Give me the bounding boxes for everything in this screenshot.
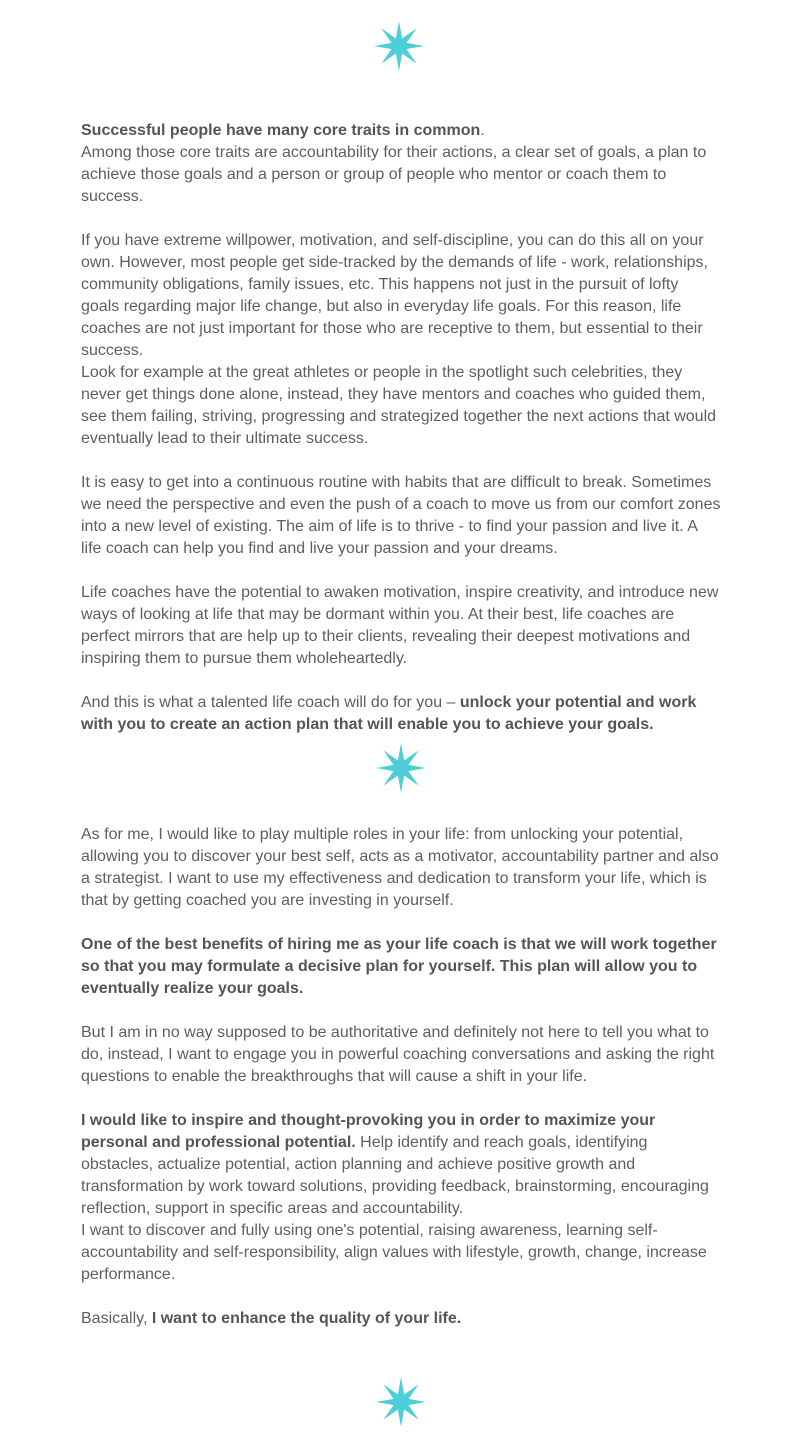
talented-coach-paragraph: And this is what a talented life coach will do for you – unlock your potential and work with you to create an action plan that will enable you to achieve your goals.	[81, 694, 697, 733]
benefits-paragraph: One of the best benefits of hiring me as your life coach is that we will work together so that you may formulate a decisive plan for yourself. This plan will allow you to eventually realize your goals.	[81, 936, 717, 997]
intro-headline: Successful people have many core traits in common	[81, 122, 481, 139]
section-intro	[81, 120, 721, 736]
star-icon	[375, 742, 427, 794]
potential-paragraph: Life coaches have the potential to awaken motivation, inspire creativity, and introduce new ways of looking at life that may be dormant within you. At their best, life coaches are perfect mirrors that are help up to their clients, revealing their deepest motivations and inspiring them to pursue them wholeheartedly.	[81, 584, 719, 667]
intro-paragraph: Successful people have many core traits in common. Among those core traits are accountability for their actions, a clear set of goals, a plan to achieve those goals and a person or group of people who mentor or coach them to success.	[81, 122, 707, 205]
willpower-paragraph: If you have extreme willpower, motivation, and self-discipline, you can do this all on your own. However, most people get side-tracked by the demands of life - work, relationships, community obligations, family issues, etc. This happens not just in the pursuit of lofty goals regarding major life change, but also in everyday life goals. For this reason, life coaches are not just important for those who are receptive to them, but essential to their success. Look for example at the great athletes or people in the spotlight such celebrities, they never get things done alone, instead, they have mentors and coaches who guided them, see them failing, striving, progressing and strategized together the next actions that would eventually lead to their ultimate success.	[81, 232, 717, 447]
authority-paragraph: But I am in no way supposed to be authoritative and definitely not here to tell you what to do, instead, I want to engage you in powerful coaching conversations and asking the right questions to enable the breakthroughs that will cause a shift in your life.	[81, 1024, 715, 1085]
inspire-paragraph: I would like to inspire and thought-provoking you in order to maximize your personal and professional potential. Help identify and reach goals, identifying obstacles, actualize potential, action planning and achieve positive growth and transformation by work toward solutions, providing feedback, brainstorming, encouraging reflection, support in specific areas and accountability. I want to discover and fully using one's potential, raising awareness, learning self-accountability and self-responsibility, align values with lifestyle, growth, change, increase performance.	[81, 1112, 709, 1283]
roles-paragraph: As for me, I would like to play multiple roles in your life: from unlocking your potential, allowing you to discover your best self, acts as a motivator, accountability partner and also a strategist. I want to use my effectiveness and dedication to transform your life, which is that by getting coached you are investing in yourself.	[81, 826, 719, 909]
star-icon	[373, 20, 425, 72]
closing-paragraph: Basically, I want to enhance the quality of your life.	[81, 1310, 462, 1327]
routine-paragraph: It is easy to get into a continuous routine with habits that are difficult to break. Sometimes we need the perspective and even the push of a coach to move us from our comfort zones into a new level of existing. The aim of life is to thrive - to find your passion and live it. A life coach can help you find and live your passion and your dreams.	[81, 474, 721, 557]
section-about-me	[81, 824, 721, 1330]
star-icon	[375, 1376, 427, 1428]
intro-text: Among those core traits are accountability for their actions, a clear set of goals, a plan to achieve those goals and a person or group of people who mentor or coach them to success.	[81, 144, 707, 205]
